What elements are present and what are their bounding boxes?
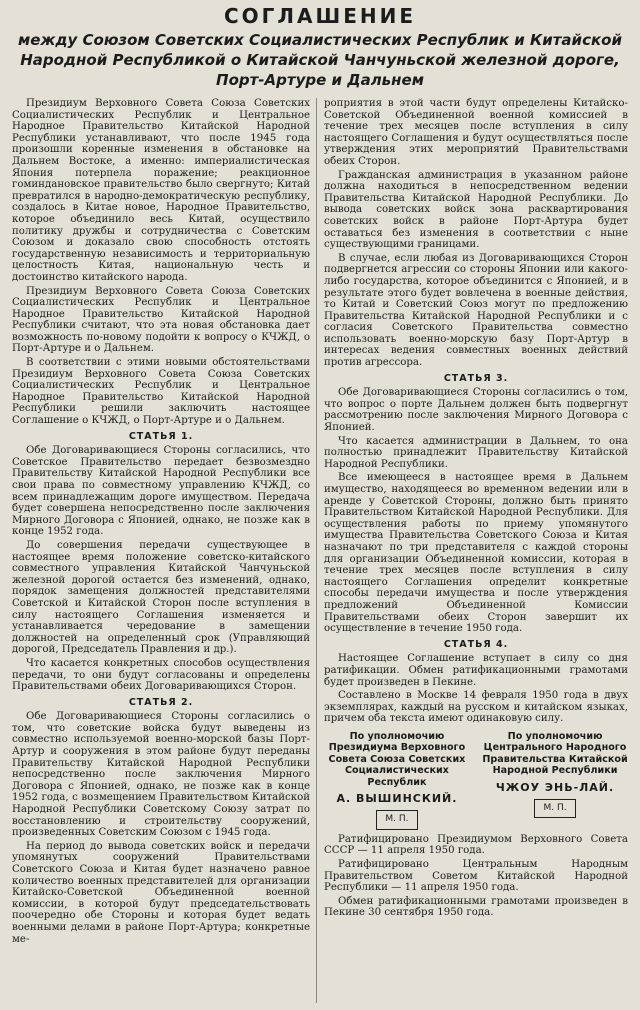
article-3-paragraph-2: Что касается администрации в Дальнем, то она полностью принадлежит Правительству Китайской Народной Республики. bbox=[324, 435, 628, 470]
left-column bbox=[12, 98, 310, 1006]
signature-prc bbox=[482, 731, 628, 834]
article-1-paragraph-3: Что касается конкретных способов осуществления передачи, то они будут согласованы и определены Правительствами обеих Договаривающихся Сторон. bbox=[12, 657, 310, 693]
article-2-continuation-3: В случае, если любая из Договаривающихся Сторон подвергнется агрессии со стороны Японии или какого-либо государства, которое объединится с Японией, и в результате этого будет вовлечена в военные действия, то Китай и Советский Союз могут по предложению Правительства Китайской Народной Республики и с согласия Советского Правительства совместно использовать военно-морскую базу Порт-Артур в интересах ведения совместных военных действий против агрессора. bbox=[324, 252, 628, 369]
article-3-paragraph-1: Обе Договаривающиеся Стороны согласились о том, что вопрос о порте Дальнем должен быть подвергнут рассмотрению после заключения Мирного Договора с Японией. bbox=[324, 387, 628, 434]
ratification-2: Ратифицировано Центральным Народным Правительством Советом Китайской Народной Республики — 11 апреля 1950 года. bbox=[324, 858, 628, 894]
preamble-paragraph-2: Президиум Верховного Совета Союза Советских Социалистических Республик и Центральное Народное Правительство Китайской Народной Республики считают, что эта новая обстановка дает возможность по-новому подойти к вопросу о КЧЖД, о Порт-Артуре и о Дальнем. bbox=[12, 285, 310, 355]
ratification-3: Обмен ратификационными грамотами произведен в Пекине 30 сентября 1950 года. bbox=[324, 895, 628, 919]
article-4-paragraph-2: Составлено в Москве 14 февраля 1950 года в двух экземплярах, каждый на русском и китайском языках, причем оба текста имеют одинаковую силу. bbox=[324, 690, 628, 725]
signature-prc-authority: По уполномочию Центрального Народного Правительства Китайской Народной Республики bbox=[482, 730, 628, 777]
signature-ussr-authority: По уполномочию Президиума Верховного Совета Союза Советских Социалистических Республик bbox=[328, 730, 466, 788]
seal-ussr: М. П. bbox=[376, 810, 417, 829]
article-2-paragraph-1: Обе Договаривающиеся Стороны согласились о том, что советские войска будут выведены из совместно используемой военно-морской базы Порт-Артур и сооружения в этом районе будут переданы Правительству Китайской Народной Республики непосредственно после заключения Мирного Договора с Японией, однако, не позже как в конце 1952 года, с возмещением Правительством Китайской Народной Республики Советскому Союзу затрат по восстановлению и строительству сооружений, произведенных Советским Союзом с 1945 года. bbox=[12, 711, 310, 839]
right-column bbox=[324, 98, 628, 1006]
signature-prc-name: ЧЖОУ ЭНЬ-ЛАЙ. bbox=[495, 780, 615, 794]
article-2-continuation-2: Гражданская администрация в указанном районе должна находиться в непосредственном ведении Правительства Китайской Народной Республики. До вывода советских войск зона расквартирования советских войск в районе Порт-Артура будет оставаться без изменения в соответствии с ныне существующими границами. bbox=[324, 169, 628, 251]
article-1-heading: СТАТЬЯ 1. bbox=[128, 430, 194, 442]
article-4-paragraph-1: Настоящее Соглашение вступает в силу со дня ратификации. Обмен ратификационными грамотами будет произведен в Пекине. bbox=[324, 653, 628, 688]
seal-prc: М. П. bbox=[534, 799, 575, 818]
preamble-paragraph-1: Президиум Верховного Совета Союза Советских Социалистических Республик и Центральное Народное Правительство Китайской Народной Республики устанавливают, что после 1945 года произошли коренные изменения в обстановке на Дальнем Востоке, а именно: империалистическая Япония потерпела поражение; реакционное гоминдановское правительство было свергнуто; Китай превратился в народно-демократическую республику, создалось в Китае новое, Народное Правительство, которое объединило весь Китай, осуществило политику дружбы и сотрудничества с Советским Союзом и доказало свою способность отстоять государственную независимость и территориальную целостность Китая, национальную честь и достоинство китайского народа. bbox=[12, 98, 310, 283]
article-2-continuation-1: роприятия в этой части будут определены Китайско-Советской Объединенной военной комиссией в течение трех месяцев после вступления в силу настоящего Соглашения и будут осуществляться после утверждения этих мероприятий Правительствами обеих Сторон. bbox=[324, 98, 628, 167]
article-2-paragraph-2: На период до вывода советских войск и передачи упомянутых сооружений Правительствами Советского Союза и Китая будет назначено равное количество военных представителей для организации Китайско-Советской Объединенной военной комиссии, в которой будут председательствовать поочередно обе Стороны и которая будет ведать военными делами в районе Порт-Артура; конкретные ме- bbox=[12, 840, 310, 945]
article-4-heading: СТАТЬЯ 4. bbox=[443, 638, 509, 650]
article-3-heading: СТАТЬЯ 3. bbox=[443, 372, 509, 384]
preamble-paragraph-3: В соответствии с этими новыми обстоятельствами Президиум Верховного Совета Союза Советских Социалистических Республик и Центральное Народное Правительство Китайской Народной Республики решили заключить настоящее Соглашение о КЧЖД, о Порт-Артуре и о Дальнем. bbox=[12, 357, 310, 427]
column-divider bbox=[316, 98, 317, 1003]
signature-block bbox=[324, 731, 628, 834]
article-1-paragraph-1: Обе Договаривающиеся Стороны согласились, что Советское Правительство передает безвозмездно Правительству Китайской Народной Республики все свои права по совместному управлению КЧЖД, со всем принадлежащим дороге имуществом. Передача будет совершена непосредственно после заключения Мирного Договора с Японией, однако, не позже как в конце 1952 года. bbox=[12, 445, 310, 538]
signature-ussr bbox=[324, 731, 470, 834]
ratification-1: Ратифицировано Президиумом Верховного Совета СССР — 11 апреля 1950 года. bbox=[324, 833, 628, 857]
article-3-paragraph-3: Все имеющееся в настоящее время в Дальнем имущество, находящееся во временном ведении или в аренде у Советской Стороны, должно быть принято Правительством Китайской Народной Республики. Для осуществления работы по приему упомянутого имущества Правительства Советского Союза и Китая назначают по три представителя с каждой стороны для организации Объединенной комиссии, которая в течение трех месяцев после вступления в силу настоящего Соглашения определит конкретные способы передачи имущества и после утверждения предложений Объединенной Комиссии Правительствами обеих Сторон завершит их осуществление в течение 1950 года. bbox=[324, 472, 628, 635]
document-title: СОГЛАШЕНИЕ bbox=[223, 4, 417, 28]
article-1-paragraph-2: До совершения передачи существующее в настоящее время положение советско-китайского совместного управления Китайской Чанчуньской железной дорогой остается без изменений, однако, порядок замещения должностей представителями Советской и Китайской Сторон после вступления в силу настоящего Соглашения изменяется и устанавливается чередование в замещении должностей на определенный срок (Управляющий дорогой, Председатель Правления и др.). bbox=[12, 539, 310, 656]
ratification-notes bbox=[324, 834, 628, 919]
article-2-heading: СТАТЬЯ 2. bbox=[128, 696, 194, 708]
signature-ussr-name: А. ВЫШИНСКИЙ. bbox=[336, 791, 458, 805]
document-subtitle: между Союзом Советских Социалистических Республик и Китайской Народной Республикой о Китайской Чанчуньской железной дороге, Порт-Артуре и Дальнем bbox=[18, 31, 622, 89]
